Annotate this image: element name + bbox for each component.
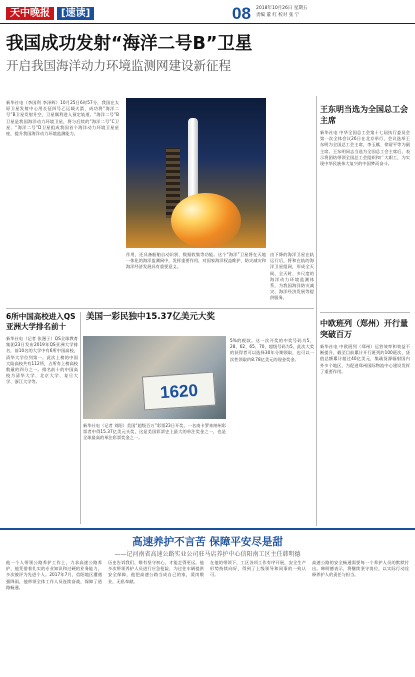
bottom-headline: 高速养护不言苦 保障平安尽是甜 <box>132 536 283 548</box>
lottery-title: 美国一彩民独中15.37亿美元大奖 <box>86 312 215 322</box>
lead-body-right: 由下降的海洋卫星在轨运行后，将和在轨的海洋卫星组网，形成全天候、全天时、多尺度的海洋动力环境监测体系，为我国海洋防灾减灾、海洋经济发展等提供服务。 <box>270 252 314 301</box>
wangdongming-body: 新华社电 中华全国总工会第十七届执行委员会第一次全体会议26日在北京举行，会议选举王东明为全国总工会主席，李玉赋、徐留平等为副主席。王东明同志当选为全国总工会主席后，表示将团结带领全国总工会组织和广大职工，为实现中华民族伟大复兴的中国梦而奋斗。 <box>320 130 410 167</box>
section-tag: [速读] <box>57 7 94 20</box>
lottery-amount-sign: 1620 <box>142 372 216 411</box>
column-divider <box>316 96 317 526</box>
header-rule <box>0 23 415 24</box>
bottom-body-col4: 高速公路的安全畅通需要每一个养护人员的默默付出。韩明德表示，将继续坚守岗位，以实际行动诠释养护人的责任与担当。 <box>312 560 409 578</box>
right-divider <box>320 312 410 313</box>
bottom-body-col1: 他一个人带领公路养护工作上，力求高速公路养护，他凭借着扎实的专业知识和过硬的业务能力，多次被评为先进个人。2017年7月，信阳地区遭遇强降雨，他带领全体工作人员连续奋战，保障了道路畅通。 <box>6 560 102 590</box>
masthead <box>6 6 122 20</box>
universities-title: 6所中国高校进入QS亚洲大学排名前十 <box>6 312 76 331</box>
lead-headline: 我国成功发射“海洋二号B”卫星 <box>6 34 253 54</box>
newspaper-logo: 天中晚报 <box>6 7 54 20</box>
lead-body-mid: 作用，还具备船舶自动识别、数据收集等功能。这个“海洋”卫星将在天地一体化的海洋监测网中，发挥重要作用，对国家海洋权益维护、防灾减灾和海洋经济发展具有重要意义。 <box>126 252 266 270</box>
bottom-rule <box>0 528 415 530</box>
date-line: 2018年10月26日 星期五 <box>256 6 308 11</box>
lottery-photo <box>83 336 226 419</box>
bottom-subheadline: ——记河南省高速公路实业公司驻马店养护中心信阳南工区主任韩明德 <box>114 551 301 558</box>
lead-subheadline: 开启我国海洋动力环境监测网建设新征程 <box>6 58 232 73</box>
exhaust-plume-graphic <box>171 193 241 248</box>
lottery-divider <box>80 312 81 524</box>
universities-body: 新华社电（记者 张漫子）QS全球教育集团23日发布2019年QS亚洲大学排名，前10名的大学中有6所中国高校，清华大学位列第一。此次上榜的中国大陆高校共有112所，占所有上榜高校数量的四分之一。排名前十的中国高校为清华大学、北京大学、复旦大学、浙江大学等。 <box>6 336 78 385</box>
bottom-body-col3: 在他的带领下，工区各项工作有序开展，安全生产形势持续向好，得到了上级领导和同事的一致认可。 <box>210 560 306 578</box>
lottery-body-right: 5%的税款。这一次开奖的中奖号码为5、28、62、65、70，超级号码为5。此次大奖的获得者可以选择30年分期领取，也可以一次性领取约8.78亿美元的现金奖金。 <box>230 338 314 362</box>
lead-body-left: 新华社电（李国利 李泽辉）10月25日6时57分，我国在太原卫星发射中心用长征四号乙运载火箭，成功将“海洋二号”B卫星发射升空，卫星顺利进入预定轨道。“海洋二号”B卫星是我国海洋动力环境卫星，将与后续的“海洋二号”C卫星、“海洋二号”D卫星组成我国首个海洋动力环境卫星星座，提升我国海洋动力环境监测能力。 <box>6 100 119 137</box>
rocket-launch-photo <box>126 98 266 248</box>
rocket-graphic <box>188 118 198 198</box>
editor-line: 责编 董 红 校对 张 宁 <box>256 13 300 18</box>
wangdongming-title: 王东明当选为全国总工会主席 <box>320 105 408 125</box>
bottom-body-col2: 历史告诉我们，唯有坚守初心，才能走得更远。他多次带领养护人员进行应急抢险，为过往车辆提供安全保障，他把高速公路当成自己的家，爱岗敬业，无私奉献。 <box>108 560 204 584</box>
page-number: 08 <box>232 4 251 23</box>
zhengzhou-body: 新华社电 中欧班列（郑州）运营效率和效益不断提升，截至目前累计开行班列约100班次，货值总额累计超过40亿美元，集疏货源辐射国内外多个地区，为促进郑州国际物流中心建设发挥了重要作用。 <box>320 344 410 374</box>
lottery-body: 新华社电（记者 刘阳）美国“超级百万”彩票23日开奖，一名南卡罗来纳州彩票者中得15.37亿美元头奖，这是美国彩票史上最大的单注奖金之一，也是全球最高的单注彩票奖金之一。 <box>83 423 226 441</box>
mid-divider <box>6 308 314 309</box>
zhengzhou-title: 中欧班列（郑州）开行量突破百万 <box>320 319 408 339</box>
